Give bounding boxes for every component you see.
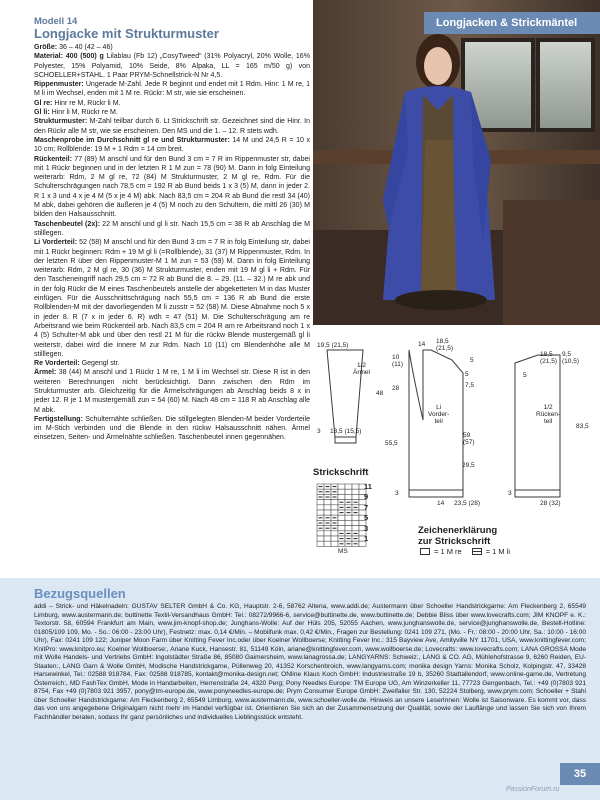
paragraph-label: Taschenbeutel (2x): <box>34 220 100 228</box>
stitch-cell <box>324 505 331 510</box>
instruction-paragraph <box>34 99 310 108</box>
legend-purl-swatch <box>472 548 482 555</box>
paragraph-label: Ärmel: <box>34 369 57 377</box>
stitch-cell <box>317 505 324 510</box>
stitch-cell <box>345 515 352 520</box>
sources-title: Bezugsquellen <box>34 586 126 601</box>
stitch-cell <box>338 520 345 525</box>
stitch-row-numbers <box>364 483 372 545</box>
stitch-cell <box>324 536 331 541</box>
back-width-1: 18,5 (21,5) <box>540 351 557 365</box>
front-height-28: 28 <box>392 385 400 392</box>
stitch-cell <box>317 531 324 536</box>
front-slope-h: 5 <box>465 371 469 378</box>
stitch-row-number: 5 <box>364 513 369 523</box>
stitch-cell <box>352 494 359 499</box>
paragraph-text: Schulternähte schließen. Die stillgelegten Blenden-M beider Vorderteile im M-Stich verbinden und die Blende in den rückw Halsausschnitt nähen. Ärmel einsetzen, Seiten- und Ärmelnähte schließen. Taschenbeutel innen gegennähen. <box>34 415 310 442</box>
stitch-cell <box>331 541 338 546</box>
stitch-cell <box>352 515 359 520</box>
stitch-row-number: 7 <box>364 502 369 512</box>
back-bottom-width: 28 (32) <box>540 500 561 507</box>
paragraph-text: 36 – 40 (42 – 46) <box>57 44 113 51</box>
paragraph-text: Ungerade M-Zahl. Jede R beginnt und endet mit 1 Rdm. Hinr: 1 M re, 1 M li im Wechsel, enden mit 1 M re. Rückr: M str, wie sie erscheinen. <box>34 81 310 98</box>
paragraph-text: M-Zahl teilbar durch 6. Lt Strickschrift str. Gezeichnet sind die Hinr. In den Rückr alle M str, wie sie erscheinen. Den MS und die 1. – 12. R stets wdh. <box>34 118 310 135</box>
paragraph-label: Li Vorderteil: <box>34 239 78 247</box>
stitch-cell <box>331 500 338 505</box>
stitch-chart-title: Strickschrift <box>313 467 369 478</box>
instruction-paragraph <box>34 43 310 52</box>
paragraph-text: Hinr li M, Rückr re M. <box>49 109 118 117</box>
paragraph-label: Strukturmuster: <box>34 118 88 126</box>
stitch-cell <box>331 505 338 510</box>
stitch-cell <box>352 484 359 489</box>
instruction-paragraph <box>34 415 310 443</box>
stitch-cell <box>324 500 331 505</box>
stitch-cell <box>338 515 345 520</box>
stitch-cell <box>338 489 345 494</box>
instructions-column <box>34 16 310 443</box>
front-shoulder-h: 5 <box>470 357 474 364</box>
stitch-cell <box>324 510 331 515</box>
paragraph-text: 14 M und 24,5 R = 10 x 10 cm; Rollblende: 19 M + 1 Rdm = 14 cm breit. <box>34 136 310 154</box>
legend-knit-label: = 1 M re <box>434 547 462 556</box>
instruction-paragraphs <box>34 43 310 443</box>
stitch-cell <box>324 531 331 536</box>
stitch-cell <box>345 526 352 531</box>
front-left-height: 59 (57) <box>463 432 475 446</box>
back-height: 83,5 <box>576 423 589 430</box>
back-schematic <box>515 355 560 497</box>
paragraph-label: Gl re: <box>34 99 53 107</box>
stitch-row-number: 9 <box>364 492 369 502</box>
sources-text: addi – Strick- und Häkelnadeln: GUSTAV SELTER GmbH & Co. KG, Hauptstr. 2-6, 58762 Altena, www.addi.de; Austermann über Schoeller Handstrickgarne: Am Fleckenberg 2, 65549 Limburg, www.austermann.de; buttinette Textil-Versandhaus GmbH: Tel.: 08272/9966-6, service@buttinette.de, www.buttinette.de; Debbie Bliss über www.lovecrafts.com; JIM KNOPF e. K.: Textorstr. 58, 60594 Frankfurt am Main, www.jim-knopf-shop.de; Junghans-Wolle: Auf der Hüls 205, 52055 Aachen, www.junghanswolle.de, service@junghanswolle.de, Bestell-Hotline: 01805/109 109, Mo. - So.: 06:00 - 23:00 Uhr), Festnetz: max. 0,14 €/Min. – Mobilfunk max. 0,42 €/Min., Fragen zur Bestellung: 0241 109 271, (Mo. - Fr.: 08:00 - 20:00 Uhr, Sa.: 10:00 - 16:00 Uhr), Fax: 0241 109 122; Juniper Moon Farm über Knitting Fever Inc.oder über Koelner Wollboerse; Knitting Fever Inc.: 315 Bayview Ave, Amityville NY 11701, USA, www.knittingfever.com; KnitPro: www.knitpro.eu; Koelner Wollboerse:, Ariane Kuck, Hansestr. 81, 51149 Köln, ariane@knittingfever.com, www.wollboerse.de; Lovecrafts: www.lovecrafts.com; LANA GROSSA Mode mit Wolle Handels- und Vertriebs GmbH: Ingolstädter Straße 86, 85080 Gaimersheim, www.lanagrossa.de; LANGYARNS: Schweiz:, LANG & CO. AG, Mühlehofstrasse 9, 6260 Reiden, EU-Staaten:, LANG Garn & Wolle GmbH, Modische Handstrickgarne, Püllenweg 20, 41352 Korschenbroich, www.langyarns.com; monika design Yarns: Monika Scholz, Kolpingstr. 47, 33428 Harsewinkel, Tel.: 02588 918784, Fax: 02588 918785, kontakt@monika-design.net; ONline Klaus Koch GmbH: Industriestraße 19 b, 35260 Stadtallendorf, www.online-garne.de, Vertretung Österreich:, MD FashTex GmbH, Mode in Handarbeiten, Herrenstraße 24, 4320 Perg; Pony Needles Europe: TM Europe UG, Am Winzerkeller 11, 77723 Gengenbach, Tel.: +49 (0)7803 921 8754, Fax +49 (0)7803 921 3957, pony@tm-europe.de, www.ponyneedles-europe.de; Prym Consumer Europe GmbH: Zweifaller Str. 130, 52224 Stolberg, www.prym.com; Schoeller + Stahl über Schoeller Handstrickgarne: Am Fleckenberg 2, 65549 Limburg, www.austermann.de, www.schoeller-wolle.de. Hinweis an unsere LeserInnen: Wolle ist Saisonware. Es kommt vor, dass das von uns angegebene Originalgarn nicht mehr im Handel verfügbar ist. Orientieren Sie sich an der Zusammensetzung der Qualität, sowie der Lauflänge und lassen Sie sich von Ihrem Fachhändler beraten, sodass Ihr ganz persönliches und individuelles Lieblingsstück entsteht. <box>34 603 586 721</box>
back-width-2: 9,5 (10,5) <box>562 351 579 365</box>
stitch-row-number: 11 <box>364 482 372 491</box>
front-label: Li Vorder- teil <box>428 404 450 425</box>
legend-purl-label: = 1 M li <box>485 547 511 556</box>
instruction-paragraph <box>34 238 310 359</box>
stitch-cell <box>331 536 338 541</box>
model-photo <box>313 0 600 325</box>
stitch-cell <box>352 520 359 525</box>
front-bottom-h: 3 <box>395 490 399 497</box>
pattern-title: Longjacke mit Strukturmuster <box>34 26 219 41</box>
stitch-cell <box>317 510 324 515</box>
stitch-cell <box>317 541 324 546</box>
stitch-cell <box>345 520 352 525</box>
stitch-cell <box>345 489 352 494</box>
stitch-cell <box>317 536 324 541</box>
sleeve-top-width: 19,5 (21,5) <box>317 342 349 349</box>
stitch-cell <box>352 489 359 494</box>
instruction-paragraph <box>34 52 310 80</box>
back-bottom-h: 3 <box>508 490 512 497</box>
sleeve-height: 48 <box>376 390 384 397</box>
instruction-paragraph <box>34 117 310 136</box>
stitch-cell <box>331 531 338 536</box>
back-label: 1/2 Rücken- teil <box>536 404 561 425</box>
photo-illustration <box>313 0 600 325</box>
front-width-1: 14 <box>418 341 426 348</box>
paragraph-text: 52 (58) M anschl und für den Bund 3 cm = 7 R in folg Einteilung str, dabei mit 1 Rückr beginnen: Rdm + 19 M gl li (=Rollblende), 31 (37) M Rippenmuster, Rdm. In der letzten R über den Rippenmuster-M 1 M zun = 53 (59) M. Dann in folg Einteilung weiterarb: Rdm, 2 M gl re, 30 (36) M Strukturmuster, enden mit 19 M gl li + Rdm. Für den Tascheneingriff nach 29,5 cm = 72 R ab Bund die 8. – 29. (11. – 32.) M re abk und in der folg Rückr die M eines Taschenbeutels anstelle der abgeketteten M in das Muster einfügen. Für die Ausschnittschrägung nach 55,5 cm = 136 R ab Bund die erste Rollblenden-M mit der davorliegenden M li zusstr = 52 (58) M. Diese Abnahme noch 5 x in jeder 8. R (7 x in jeder 6. R) wdh = 47 (51) M. Die Schulterschrägung am re Arbeitsrand wie beim Rückenteil arb. Nach 83,5 cm = 204 R am re Arbeitsrand noch 1 x 4 (5) Schulter-M abk und über den restl 21 M für die rückw Blende mustergemäß gl li weiterstr, dabei wird die innere M zur Rdm. Nach 10 (11) cm Blendenhöhe alle M stilllegen. <box>34 239 310 358</box>
instruction-paragraph <box>34 80 310 99</box>
paragraph-label: Gl li: <box>34 109 50 117</box>
legend-title: Zeichenerklärung zur Strickschrift <box>418 525 498 547</box>
paragraph-text: Gegengl str. <box>79 360 120 368</box>
stitch-cell <box>345 494 352 499</box>
instruction-paragraph <box>34 368 310 414</box>
stitch-cell <box>317 500 324 505</box>
paragraph-text: 38 (44) M anschl und 1 Rückr 1 M re, 1 M li im Wechsel str. Diese R ist in den weiteren Berechnungen nicht berücksichtigt. Dann zwischen den Rdm im Strukturmuster arb. Gleichzeitig für die Ärmelschrägungen ab Anschlag beids 8 x in jeder 12. R je 1 M mustergemäß zun = 54 (60) M. Nach 48 cm = 118 R ab Anschlag alle M abk. <box>34 369 310 414</box>
stitch-chart-grid <box>313 482 408 552</box>
watermark-site: PassionForum.ru <box>506 786 560 793</box>
sleeve-bottom-width: 13,5 (15,5) <box>330 428 362 435</box>
front-neck-height: 10 (11) <box>392 354 404 368</box>
front-bottom-w1: 14 <box>437 500 445 507</box>
instruction-paragraph <box>34 359 310 368</box>
stitch-cell <box>338 494 345 499</box>
stitch-cell <box>331 510 338 515</box>
front-bottom-w2: 23,5 (28) <box>454 500 481 507</box>
pocket-height: 29,5 <box>462 462 475 469</box>
instruction-paragraph <box>34 155 310 220</box>
instruction-paragraph <box>34 136 310 155</box>
stitch-cell <box>338 484 345 489</box>
stitch-row-number: 3 <box>364 523 369 533</box>
instruction-paragraph <box>34 108 310 117</box>
section-banner: Longjacken & Strickmäntel <box>424 12 600 34</box>
stitch-cell <box>324 541 331 546</box>
front-slope: 7,5 <box>465 382 475 389</box>
front-total-height: 55,5 <box>385 440 398 447</box>
paragraph-label: Rippenmuster: <box>34 81 84 89</box>
paragraph-label: Größe: <box>34 44 58 51</box>
model-number: Modell 14 <box>34 16 78 27</box>
paragraph-label: Re Vorderteil: <box>34 360 80 368</box>
paragraph-label: Rückenteil: <box>34 155 72 163</box>
instruction-paragraph <box>34 220 310 239</box>
paragraph-label: Material: 400 (500) g <box>34 53 104 61</box>
paragraph-label: Fertigstellung: <box>34 415 83 423</box>
stitch-repeat-label: MS <box>338 548 348 555</box>
stitch-cell <box>345 484 352 489</box>
legend-items <box>420 547 510 556</box>
back-shoulder-h: 5 <box>523 372 527 379</box>
sleeve-label: 1/2 Ärmel <box>353 362 370 376</box>
front-width-2: 18,5 (21,5) <box>436 338 453 352</box>
stitch-cell <box>338 526 345 531</box>
paragraph-text: Hinr re M, Rückr li M. <box>52 99 121 107</box>
paragraph-label: Maschenprobe im Durchschnitt gl re und Strukturmuster: <box>34 136 230 144</box>
paragraph-text: Lilablau (Fb 12) „CosyTweed“ (31% Polyacryl, 20% Wolle, 16% Polyester, 15% Polyamid, 10% Seide, 8% Alpaka, LL = 165 m/50 g) von SCHOELLER+STAHL. 1 Paar PRYM-Schnellstrick-N Nr 4,5. <box>34 53 310 79</box>
sleeve-bottom-small: 3 <box>317 428 321 435</box>
page-number: 35 <box>560 763 600 785</box>
paragraph-text: 77 (89) M anschl und für den Bund 3 cm = 7 R im Rippenmuster str, dabei mit 1 Rückr beginnen und in der letzten R 1 M zun = 78 (90) M. Dann in folg Einteilung weiterarb: Rdm, 2 M gl re, 72 (84) M Strukturmuster, 2 M gl re, Rdm. Für die Schulterschrägungen nach 78,5 cm = 192 R ab Bund beids 1 x 3 (5) M, dann in jeder 2. R 1 x 3 und 4 x je 4 M (5 x je 4 M) abk. Nach 83,5 cm = 204 R ab Bund die restl 34 (40) M abk, dabei gehören die äußeren je 4 (5) M noch zu den Schultern, die mittl 26 (30) M bilden den Halsausschnitt. <box>34 155 310 219</box>
stitch-cell <box>352 526 359 531</box>
stitch-row-number: 1 <box>364 533 369 543</box>
paragraph-text: 22 M anschl und gl li str. Nach 15,5 cm = 38 R ab Anschlag die M stilllegen. <box>34 220 311 237</box>
legend-knit-swatch <box>420 548 430 555</box>
